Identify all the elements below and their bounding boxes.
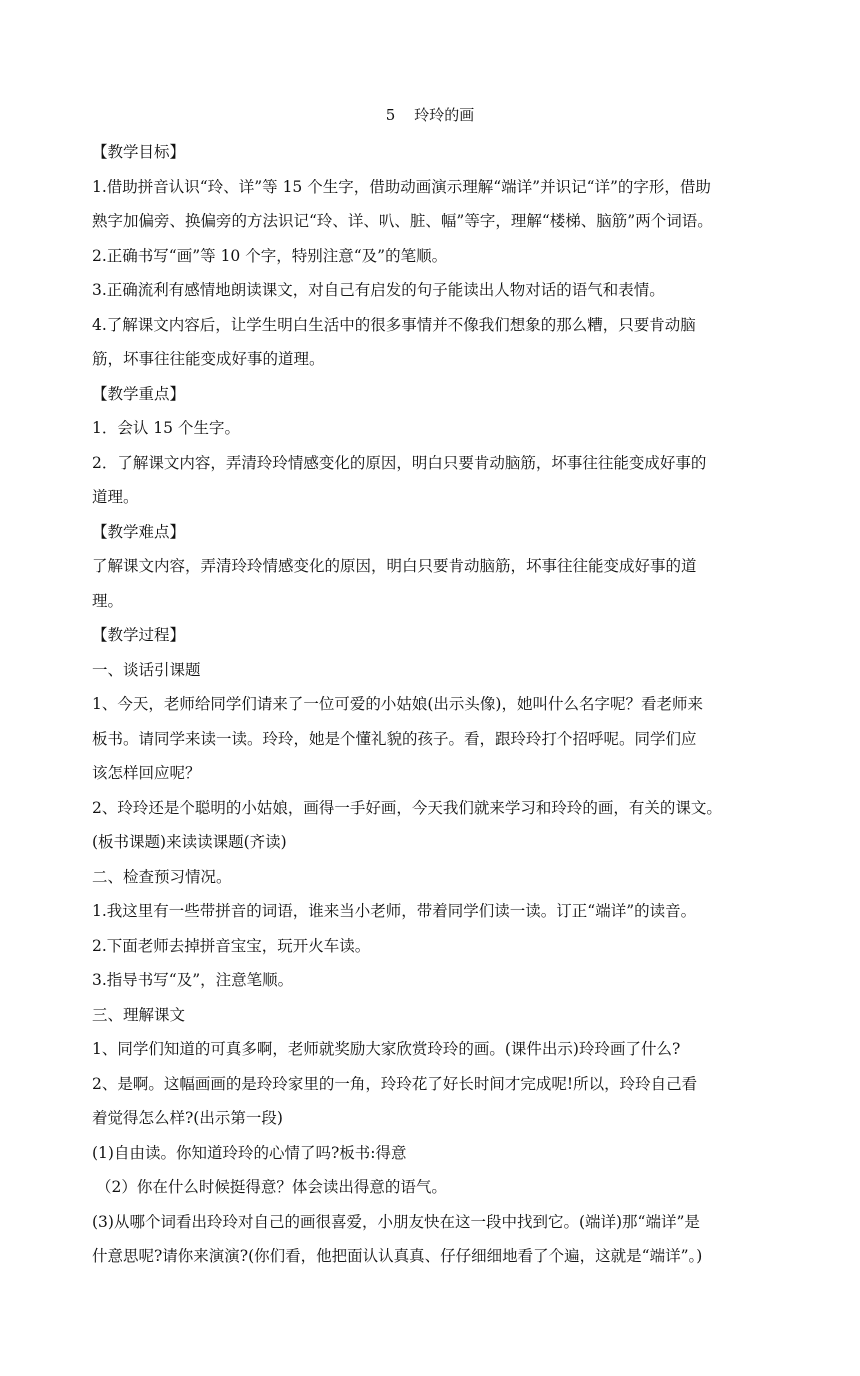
paragraph-line: 2.正确书写“画”等 10 个字，特别注意“及”的笔顺。 (92, 246, 448, 265)
paragraph-line: 1、今天，老师给同学们请来了一位可爱的小姑娘(出示头像)，她叫什么名字呢？看老师来 (92, 695, 703, 713)
paragraph-line: 道理。 (92, 488, 139, 506)
paragraph-line: 3.正确流利有感情地朗读课文，对自己有启发的句子能读出人物对话的语气和表情。 (92, 281, 665, 299)
subsection-heading: 二、检查预习情况。 (92, 867, 232, 886)
section-heading-process: 【教学过程】 (92, 626, 186, 644)
paragraph-line: 2、玲玲还是个聪明的小姑娘，画得一手好画，今天我们就来学习和玲玲的画，有关的课文。 (92, 798, 722, 817)
paragraph-line: 了解课文内容，弄清玲玲情感变化的原因，明白只要肯动脑筋，坏事往往能变成好事的道 (92, 557, 697, 575)
paragraph-line: (1)自由读。你知道玲玲的心情了吗?板书:得意 (92, 1143, 407, 1162)
paragraph-line: 理。 (92, 591, 124, 610)
paragraph-line: 什意思呢?请你来演演?(你们看，他把面认认真真、仔仔细细地看了个遍，这就是“端详”。) (92, 1247, 703, 1265)
section-heading-key-points: 【教学重点】 (92, 384, 186, 403)
paragraph-line: 1、同学们知道的可真多啊，老师就奖励大家欣赏玲玲的画。(课件出示)玲玲画了什么? (92, 1040, 681, 1058)
paragraph-line: 着觉得怎么样?(出示第一段) (92, 1109, 283, 1127)
subsection-heading: 三、理解课文 (92, 1005, 186, 1024)
paragraph-line: 该怎样回应呢？ (92, 764, 201, 782)
paragraph-line: 2.下面老师去掉拼音宝宝，玩开火车读。 (92, 936, 371, 955)
paragraph-line: 板书。请同学来读一读。玲玲，她是个懂礼貌的孩子。看，跟玲玲打个招呼呢。同学们应 (92, 729, 697, 748)
paragraph-line: (板书课题)来读读课题(齐读) (92, 833, 287, 851)
paragraph-line: （2）你在什么时候挺得意？体会读出得意的语气。 (96, 1178, 447, 1196)
paragraph-line: 3.指导书写“及”，注意笔顺。 (92, 971, 294, 989)
section-heading-difficulties: 【教学难点】 (92, 522, 186, 541)
paragraph-line: (3)从哪个词看出玲玲对自己的画很喜爱，小朋友快在这一段中找到它。(端详)那“端详”是 (92, 1212, 700, 1231)
paragraph-line: 熟字加偏旁、换偏旁的方法识记“玲、详、叭、脏、幅”等字，理解“楼梯、脑筋”两个词语。 (92, 212, 713, 230)
subsection-heading: 一、谈话引课题 (92, 660, 201, 679)
paragraph-line: 1．会认 15 个生字。 (92, 419, 240, 437)
paragraph-line: 1.借助拼音认识“玲、详”等 15 个生字，借助动画演示理解“端详”并识记“详”的字形，借助 (92, 177, 711, 196)
paragraph-line: 4.了解课文内容后，让学生明白生活中的很多事情并不像我们想象的那么糟，只要肯动脑 (92, 315, 696, 334)
paragraph-line: 1.我这里有一些带拼音的词语，谁来当小老师，带着同学们读一读。订正“端详”的读音。 (92, 902, 697, 920)
paragraph-line: 筋，坏事往往能变成好事的道理。 (92, 350, 325, 368)
paragraph-line: 2、是啊。这幅画画的是玲玲家里的一角，玲玲花了好长时间才完成呢!所以，玲玲自己看 (92, 1074, 698, 1093)
section-heading-objectives: 【教学目标】 (92, 143, 186, 161)
document-body (92, 135, 770, 1274)
paragraph-line: 2．了解课文内容，弄清玲玲情感变化的原因，明白只要肯动脑筋，坏事往往能变成好事的 (92, 453, 707, 472)
document-title: 5 玲玲的画 (385, 106, 475, 124)
